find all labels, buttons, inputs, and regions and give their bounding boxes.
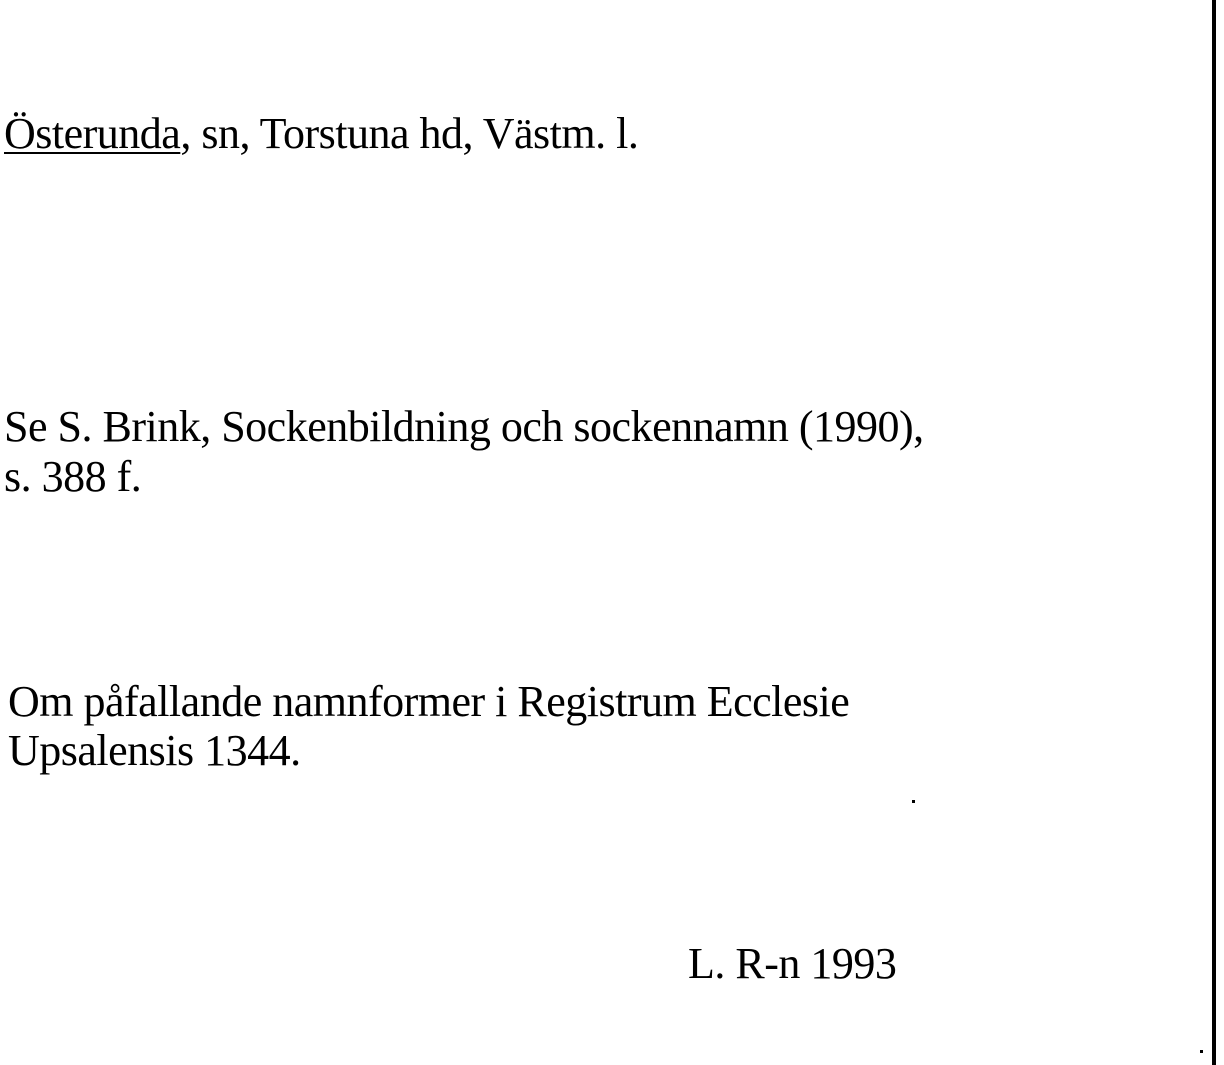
headword: Österunda	[4, 109, 181, 158]
card-edge-line	[1212, 0, 1216, 1065]
entry-description: , sn, Torstuna hd, Västm. l.	[180, 109, 639, 158]
scan-speck	[912, 800, 915, 803]
reference-line-1: Se S. Brink, Sockenbildning och sockennamn (1990),	[4, 402, 924, 451]
signature: L. R-n 1993	[688, 939, 897, 988]
note-line-1: Om påfallande namnformer i Registrum Ecclesie	[8, 677, 850, 726]
scan-speck	[1200, 1050, 1203, 1053]
note-line-2: Upsalensis 1344.	[8, 726, 301, 775]
entry-line	[4, 110, 638, 158]
reference-line-2: s. 388 f.	[4, 452, 142, 501]
